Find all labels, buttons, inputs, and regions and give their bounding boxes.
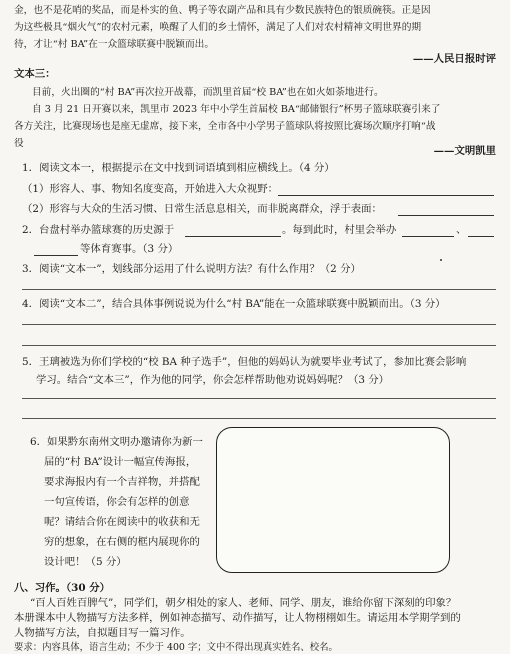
question-6: 呢？请结合你在阅读中的收获和无 xyxy=(44,516,200,528)
passage-line: 金，也不是花哨的奖品，而是朴实的鱼、鸭子等农副产品和具有少数民族特色的银质碗筷。正是因 xyxy=(14,5,431,16)
passage-line: 各方关注，比赛现场也是座无虚席，接下来，全市各中小学男子篮球队将按照比赛场次顺序打响“战 xyxy=(14,121,436,132)
answer-blank[interactable] xyxy=(185,236,281,237)
answer-line[interactable] xyxy=(22,345,496,346)
question-5: 5．王璃被选为你们学校的“校 BA 种子选手”，但他的妈妈认为就要毕业考试了，参加比赛会影响 xyxy=(22,356,467,368)
answer-line[interactable] xyxy=(22,289,496,290)
essay-requirements: 要求：内容具体，语言生动；不少于 400 字；文中不得出现真实姓名、校名。 xyxy=(14,642,338,653)
essay-prompt-line: 本册课本中人物描写方法多样，例如神态描写、动作描写，让人物栩栩如生。请运用本学期学到的 xyxy=(14,612,461,624)
speck-mark xyxy=(440,259,442,261)
question-2-text: 等体育赛事。（3 分） xyxy=(80,243,179,255)
question-6: 要求海报内有一个吉祥物，并搭配 xyxy=(44,476,200,488)
passage-line: 目前，火出圈的“村 BA”再次拉开战幕，而凯里首届“校 BA”也在如火如荼地进行。 xyxy=(32,87,384,98)
source-citation: ——文明凯里 xyxy=(433,145,496,157)
answer-blank[interactable] xyxy=(34,255,78,256)
passage-line: 为这些极具“烟火气”的农村元素，唤醒了人们的乡土情怀，满足了人们对农村精神文明世界的期 xyxy=(14,22,422,33)
passage-line: 待，才让“村 BA”在一众篮球联赛中脱颖而出。 xyxy=(14,39,215,50)
passage-line: 役 xyxy=(14,138,24,149)
source-citation: ——人民日报时评 xyxy=(412,53,496,65)
answer-blank[interactable] xyxy=(278,195,494,196)
essay-prompt-line: “百人百姓百脾气”，同学们，朝夕相处的家人、老师、同学、朋友，谁给你留下深刻的印象？ xyxy=(30,597,457,609)
answer-blank[interactable] xyxy=(402,236,454,237)
answer-line[interactable] xyxy=(22,398,496,399)
answer-blank[interactable] xyxy=(468,236,494,237)
essay-prompt-line: 人物描写方法，自拟题目写一篇习作。 xyxy=(14,627,191,639)
section-heading: 八、习作。（30 分） xyxy=(14,582,111,594)
question-6: 届的“村 BA”设计一幅宣传海报， xyxy=(44,456,197,468)
question-6: 6．如果黔东南州文明办邀请你为新一 xyxy=(30,436,203,448)
question-1-1: （1）形容人、事、物知名度变高，开始进入大众视野： xyxy=(22,183,278,195)
answer-blank[interactable] xyxy=(398,215,494,216)
question-1-2: （2）形容与大众的生活习惯、日常生活息息相关，而非脱离群众，浮于表面： xyxy=(22,203,382,215)
question-6: 一句宣传语，你会有怎样的创意 xyxy=(44,496,190,508)
question-5: 学习。结合“文本三”，作为他的同学，你会怎样帮助他劝说妈妈呢？（3 分） xyxy=(36,374,390,386)
question-4: 4．阅读“文本二”，结合具体事例说说为什么“村 BA”能在一众篮球联赛中脱颖而出。（3 分） xyxy=(22,298,446,310)
question-2-text: 、 xyxy=(456,224,467,236)
poster-design-box[interactable] xyxy=(216,427,450,573)
question-2-text: 。每到此时，村里会举办 xyxy=(282,224,397,236)
answer-line[interactable] xyxy=(22,418,496,419)
question-2: 2．台盘村举办篮球赛的历史源于 xyxy=(22,224,175,236)
section-heading: 文本三： xyxy=(14,68,56,80)
question-1: 1．阅读文本一，根据提示在文中找到词语填到相应横线上。（4 分） xyxy=(22,162,335,174)
question-6: 设计吧！（5 分） xyxy=(44,556,127,568)
answer-line[interactable] xyxy=(22,324,496,325)
question-6: 穷的想象，在右侧的框内展现你的 xyxy=(44,536,200,548)
question-3: 3．阅读“文本一”，划线部分运用了什么说明方法？有什么作用？（2 分） xyxy=(22,263,361,275)
passage-line: 自 3 月 21 日开赛以来，凯里市 2023 年中小学生首届校 BA“邮储银行”杯男子篮球联赛引来了 xyxy=(32,104,441,115)
